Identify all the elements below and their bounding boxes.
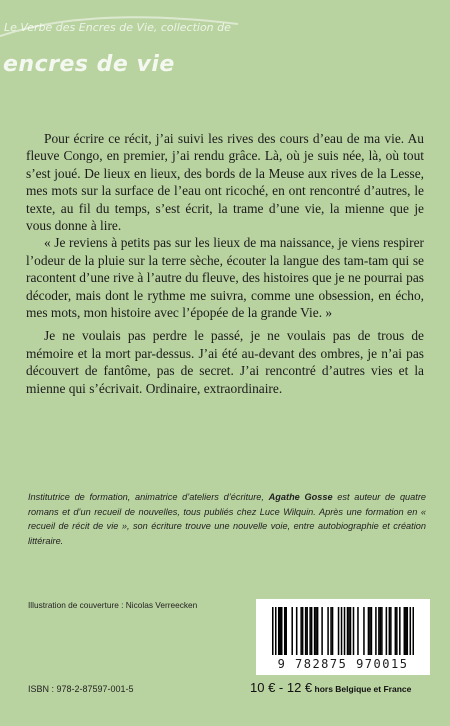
barcode-bar <box>284 607 286 655</box>
publisher-logo-text: encres de vie <box>3 52 175 77</box>
barcode-bar <box>338 607 340 655</box>
barcode-bar <box>285 607 287 655</box>
barcode-bars <box>272 607 414 657</box>
barcode-bar <box>321 607 323 655</box>
barcode-bar <box>305 607 307 655</box>
barcode-bar <box>327 607 329 655</box>
author-bio <box>28 490 426 548</box>
publisher-logo-area <box>0 0 450 90</box>
barcode-bar <box>380 607 382 655</box>
barcode-bar <box>281 607 283 655</box>
paragraph-1: Pour écrire ce récit, j’ai suivi les rives des cours d’eau de ma vie. Au fleuve Congo, en premier, j’ai rendu grâce. Là, où je suis née, là, où tout s’est joué. De lieux en lieux, des bords de la Meuse aux rives de la Lesse, mes mots sur la surface de l’eau ont ricoché, en ont rencontré d’autres, le texte, au fil du temps, s’est écrit, la trame d’une vie, la mienne que je vous donne à lire. <box>26 131 424 234</box>
barcode-bar <box>341 607 343 655</box>
barcode-bar <box>407 607 409 655</box>
barcode-bar <box>368 607 370 655</box>
barcode-bar <box>413 607 414 655</box>
paragraph-2: « Je reviens à petits pas sur les lieux de ma naissance, je viens respirer l’odeur de la pluie sur la terre sèche, écouter la langue des tam-tam qui se racontent d’une rive à l’autre du fleuve, des histoires que je ne pourrai pas décoder, mais dont le rythme me suivra, comme une obsession, en écho, mes mots, mon histoire avec l’épopée de la grande Vie. » <box>26 235 424 321</box>
barcode-bar <box>330 607 332 655</box>
barcode-bar <box>302 607 304 655</box>
barcode-bar <box>306 607 308 655</box>
barcode-bar <box>296 607 298 655</box>
barcode-bar <box>399 607 401 655</box>
barcode-bar <box>390 607 392 655</box>
bio-intro: Institutrice de formation, animatrice d’ateliers d’écriture, <box>28 492 269 502</box>
barcode-bar <box>348 607 350 655</box>
price-note: hors Belgique et France <box>312 684 412 694</box>
barcode-bar <box>300 607 302 655</box>
barcode-bar <box>371 607 373 655</box>
barcode-bar <box>309 607 311 655</box>
price <box>250 680 411 695</box>
isbn: ISBN : 978-2-87597-001-5 <box>28 684 134 694</box>
barcode-bar <box>389 607 391 655</box>
barcode-bar <box>332 607 334 655</box>
barcode-bar <box>291 607 293 655</box>
series-line: Le Verbe des Encres de Vie, collection de <box>4 22 231 34</box>
barcode-bar <box>275 607 277 655</box>
barcode <box>256 599 430 675</box>
bio-rest: est auteur de quatre romans et d’un recueil de nouvelles, tous publiés chez Luce Wilquin. Après une formation en « recueil de récit de vie », son écriture trouve une nouvelle voie, entre autobiographie et création littéraire. <box>28 492 426 546</box>
barcode-bar <box>386 607 388 655</box>
back-cover-text <box>26 130 424 397</box>
barcode-bar <box>410 607 412 655</box>
barcode-bar <box>363 607 365 655</box>
barcode-bar <box>395 607 397 655</box>
barcode-bar <box>317 607 319 655</box>
barcode-bar <box>347 607 349 655</box>
author-name: Agathe Gosse <box>268 492 333 502</box>
barcode-bar <box>404 607 406 655</box>
barcode-bar <box>278 607 280 655</box>
barcode-digits: 9 782875 970015 <box>277 657 409 671</box>
barcode-bar <box>405 607 407 655</box>
barcode-bar <box>272 607 274 655</box>
price-amount: 10 € - 12 € <box>250 680 313 695</box>
barcode-bar <box>378 607 380 655</box>
barcode-bar <box>350 607 352 655</box>
barcode-bar <box>311 607 313 655</box>
barcode-bar <box>375 607 377 655</box>
barcode-bar <box>369 607 371 655</box>
barcode-bar <box>357 607 359 655</box>
barcode-bar <box>314 607 316 655</box>
barcode-bar <box>344 607 346 655</box>
barcode-bar <box>315 607 317 655</box>
barcode-bar <box>396 607 398 655</box>
barcode-bar <box>381 607 383 655</box>
barcode-bar <box>279 607 281 655</box>
barcode-bar <box>353 607 355 655</box>
illustration-credit: Illustration de couverture : Nicolas Verreecken <box>28 600 198 610</box>
paragraph-3: Je ne voulais pas perdre le passé, je ne voulais pas de trous de mémoire et la mort par-dessus. J’ai été au-devant des ombres, je n’ai pas découvert de fantôme, pas de secret. J’ai rencontré d’autres vies et la mienne qui s’écrivait. Ordinaire, extraordinaire. <box>26 328 424 396</box>
